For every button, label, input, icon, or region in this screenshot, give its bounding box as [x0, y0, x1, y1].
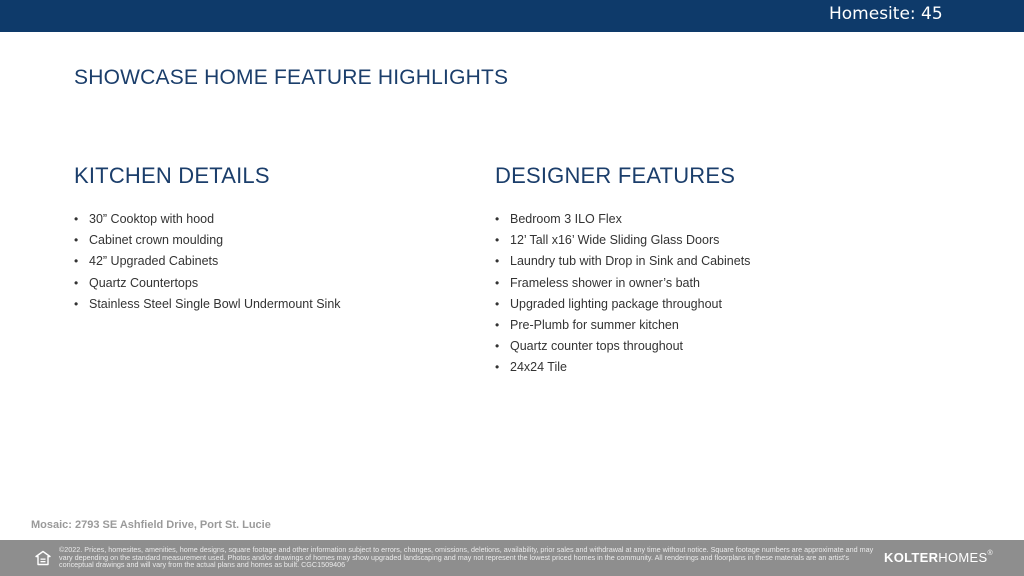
- designer-features-section: [495, 163, 915, 379]
- list-item-text: 30” Cooktop with hood: [89, 212, 215, 226]
- equal-housing-icon: [35, 550, 51, 566]
- feature-list: [74, 209, 474, 315]
- kitchen-details-section: [74, 163, 474, 315]
- bullet: •: [74, 254, 79, 269]
- section-heading: DESIGNER FEATURES: [495, 163, 736, 188]
- legal-disclaimer: ©2022. Prices, homesites, amenities, home designs, square footage and other information subject to errors, changes, omissions, deletions, availability, prior sales and withdrawal at any time without notice. Square footage numbers are approximate and may vary depending on the standard measurement used. Photos and/or drawings of homes may show upgraded landscaping and may not represent the lowest priced homes in the community. All renderings and floorplans in these materials are an artist's conceptual drawings and will vary from the actual plans and homes as built. CGC1509406: [59, 545, 874, 570]
- bullet: •: [495, 296, 500, 311]
- list-item: [495, 230, 915, 251]
- bullet: •: [495, 318, 500, 333]
- bullet: •: [74, 275, 79, 290]
- list-item: [495, 357, 915, 378]
- bullet: •: [74, 233, 79, 248]
- list-item-text: 24x24 Tile: [510, 360, 567, 375]
- bullet: •: [495, 339, 500, 354]
- list-item: [495, 294, 915, 315]
- logo-text-bold: KOLTER: [884, 550, 939, 565]
- logo-text-light: HOMES: [938, 550, 988, 565]
- community-address: Mosaic: 2793 SE Ashfield Drive, Port St. Lucie: [31, 519, 271, 531]
- list-item-text: 12’ Tall x16’ Wide Sliding Glass Doors: [510, 233, 720, 248]
- list-item-text: Pre-Plumb for summer kitchen: [510, 318, 679, 333]
- list-item-text: Upgraded lighting package throughout: [510, 296, 722, 311]
- kolter-homes-logo: [884, 550, 993, 565]
- list-item: [74, 251, 474, 272]
- list-item: [495, 251, 915, 272]
- footer-bar: [0, 540, 1024, 576]
- list-item-text: Laundry tub with Drop in Sink and Cabinets: [510, 254, 751, 269]
- homesite-label: Homesite: 45: [829, 4, 943, 24]
- list-item-text: 42” Upgraded Cabinets: [89, 254, 219, 269]
- list-item: [74, 294, 474, 315]
- list-item-text: Stainless Steel Single Bowl Undermount Sink: [89, 296, 341, 311]
- list-item: [495, 315, 915, 336]
- bullet: •: [74, 212, 79, 226]
- list-item-text: Quartz Countertops: [89, 275, 199, 290]
- bullet: •: [495, 212, 500, 226]
- bullet: •: [74, 296, 79, 311]
- list-item-text: Cabinet crown moulding: [89, 233, 224, 248]
- list-item: [74, 273, 474, 294]
- bullet: •: [495, 233, 500, 248]
- page-title: SHOWCASE HOME FEATURE HIGHLIGHTS: [74, 66, 509, 89]
- feature-list: [495, 209, 915, 379]
- list-item: [495, 273, 915, 294]
- section-heading: KITCHEN DETAILS: [74, 163, 270, 188]
- bullet: •: [495, 360, 500, 375]
- list-item: [74, 230, 474, 251]
- bullet: •: [495, 275, 500, 290]
- list-item-text: Frameless shower in owner’s bath: [510, 275, 700, 290]
- list-item: [74, 209, 474, 230]
- bullet: •: [495, 254, 500, 269]
- header-bar: [0, 0, 1024, 32]
- list-item-text: Quartz counter tops throughout: [510, 339, 684, 354]
- list-item: [495, 336, 915, 357]
- registered-mark: ®: [987, 550, 993, 557]
- list-item-text: Bedroom 3 ILO Flex: [510, 212, 622, 226]
- list-item: [495, 209, 915, 230]
